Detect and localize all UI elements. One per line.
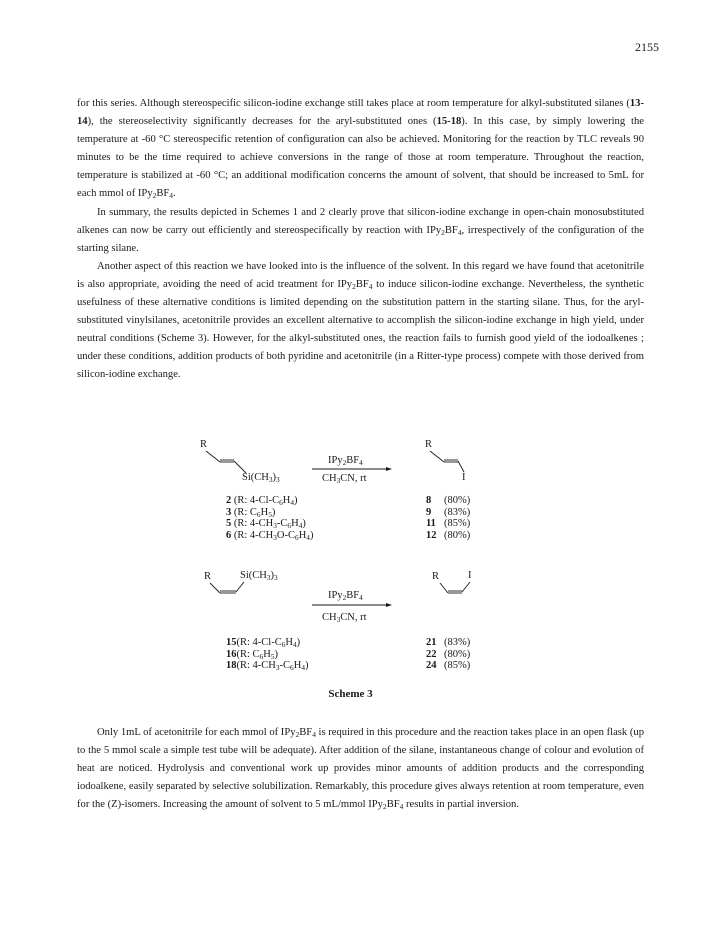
sm1-silyl-label: $Si(CH_3)_3$ bbox=[242, 472, 280, 484]
compound-entry: 15(R: $4-Cl-C_6H_4$) bbox=[226, 637, 301, 649]
reaction2-arrowhead bbox=[386, 603, 392, 607]
sm2-bond-si bbox=[236, 582, 244, 592]
reaction2-starting-materials bbox=[226, 637, 308, 672]
compound-entry: 2 (R: $4-Cl-C_6H_4$) bbox=[226, 495, 298, 507]
p1-bond-r bbox=[430, 451, 444, 462]
paragraph-3: Another aspect of this reaction we have looked into is the influence of the solvent. In this regard we have found that acetonitrile is also appropriate, avoiding the need of acid treatment for $IPy_2BF_4$ to induce silicon-iodine exchange. Nevertheless, the synthetic usefulness of these alternative conditions is limited depending on the substitution pattern in the starting silane. Thus, for the aryl-substituted vinylsilanes, acetonitrile provides an excellent alternative to accomplish the silicon-iodine exchange in high yield, under neutral conditions (Scheme 3). However, for the alkyl-substituted ones, the reaction fails to furnish good yield of the iodoalkenes ; under these conditions, addition products of both pyridine and acetonitrile (in a Ritter-type process) compete with those derived from silicon-iodine exchange. bbox=[77, 260, 644, 381]
product-yield-entry: 22 (80%) bbox=[426, 648, 471, 660]
sm2-bond-r bbox=[210, 583, 220, 593]
p2-bond-i bbox=[462, 582, 470, 592]
sm1-bond-r bbox=[206, 451, 220, 462]
p2-r-label: R bbox=[432, 571, 440, 582]
product-yield-entry: 8 (80%) bbox=[426, 495, 471, 506]
sm1-r-label: R bbox=[200, 439, 208, 450]
reaction2-products bbox=[426, 637, 470, 672]
reaction2-reagent: $IPy_2BF_4$ bbox=[328, 590, 363, 602]
p1-bond-i bbox=[458, 461, 464, 472]
body-text-bottom bbox=[77, 724, 644, 814]
paragraph-1: for this series. Although stereospecific silicon-iodine exchange still takes place at room temperature for alkyl-substituted silanes (13-14), the stereoselectivity significantly decreases for the aryl-substituted ones (15-18). In this case, by simply lowering the temperature at -60 °C stereospecific retention of configuration can also be achieved. Monitoring for the reaction by TLC reveals 90 minutes to be the time required to achieve conversions in the range of those at room temperature. Throughout the reaction, temperature is stabilized at -60 °C; an additional modification concerns the amount of solvent, that should be increased to 5mL for each mmol of $IPy_2BF_4$. bbox=[77, 98, 644, 201]
sm2-silyl-label: $Si(CH_3)_3$ bbox=[240, 570, 278, 582]
compound-entry: 3 (R: $C_6H_5$) bbox=[226, 506, 276, 519]
product-yield-entry: 11 (85%) bbox=[426, 518, 471, 529]
p2-iodo-label: I bbox=[468, 570, 472, 581]
product-yield-entry: 9 (83%) bbox=[426, 506, 471, 518]
reaction2-conditions: $CH_3CN$, rt bbox=[322, 612, 367, 624]
product-yield-entry: 12 (80%) bbox=[426, 529, 471, 541]
reaction1-reagent: $IPy_2BF_4$ bbox=[328, 455, 363, 467]
compound-entry: 16(R: $C_6H_5$) bbox=[226, 648, 278, 661]
reaction1-conditions: $CH_3CN$, rt bbox=[322, 473, 367, 485]
scheme-caption: Scheme 3 bbox=[328, 688, 373, 700]
p1-r-label: R bbox=[425, 439, 433, 450]
compound-entry: 18(R: $4-CH_3-C_6H_4$) bbox=[226, 660, 309, 672]
p1-iodo-label: I bbox=[462, 472, 466, 483]
scheme-3 bbox=[200, 435, 520, 705]
p2-bond-r bbox=[440, 583, 448, 593]
paragraph-4: Only 1mL of acetonitrile for each mmol of $IPy_2BF_4$ is required in this procedure and the reaction takes place in an open flask (up to the 5 mmol scale a simple test tube will be adequate). After addition of the silane, instantaneous change of colour and evolution of heat are noticed. Hydrolysis and conventional work up provides minor amounts of addition products and the corresponding iodoalkene, easily separated by selective solubilization. Remarkably, this procedure gives always retention at room temperature, even for the (Z)-isomers. Increasing the amount of solvent to 5 mL/mmol $IPy_2BF_4$ results in partial inversion. bbox=[77, 727, 644, 812]
product-yield-entry: 24 (85%) bbox=[426, 660, 471, 671]
paragraph-2: In summary, the results depicted in Schemes 1 and 2 clearly prove that silicon-iodine exchange in open-chain monosubstituted alkenes can now be carry out efficiently and stereospecifically by reaction with $IPy_2BF_4$, irrespectively of the configuration of the starting silane. bbox=[77, 206, 645, 254]
compound-entry: 6 (R: $4-CH_3O-C_6H_4$) bbox=[226, 529, 314, 542]
reaction1-starting-materials bbox=[226, 495, 313, 541]
product-yield-entry: 21 (83%) bbox=[426, 637, 471, 648]
body-text-top bbox=[77, 95, 644, 385]
reaction1-products bbox=[426, 495, 470, 541]
sm2-r-label: R bbox=[204, 571, 212, 582]
compound-entry: 5 (R: $4-CH_3-C_6H_4$) bbox=[226, 518, 306, 530]
page-number: 2155 bbox=[635, 40, 659, 54]
reaction1-arrowhead bbox=[386, 467, 392, 471]
